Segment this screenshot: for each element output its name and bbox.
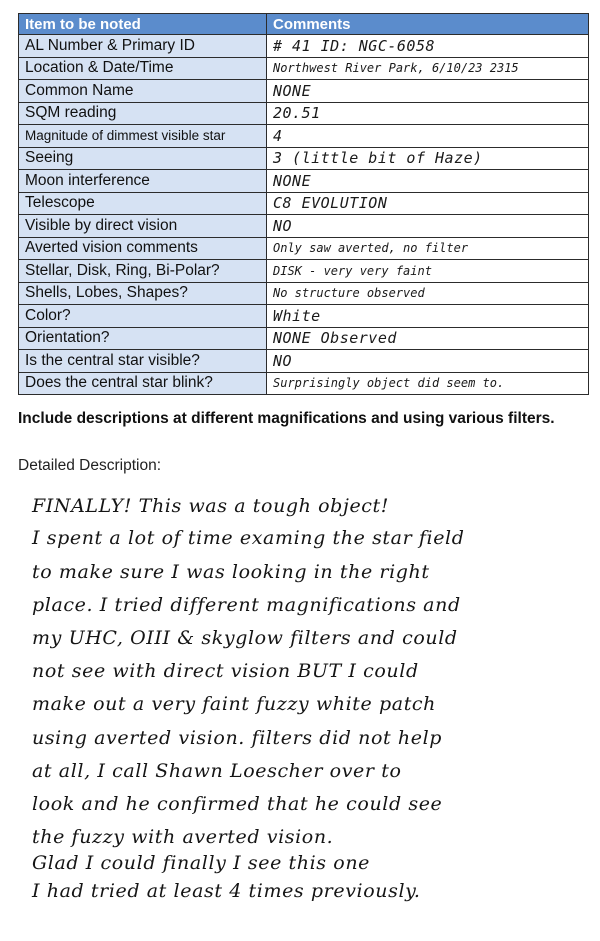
handwriting-line: I spent a lot of time examing the star field bbox=[32, 527, 465, 549]
observation-table bbox=[18, 13, 589, 395]
row-value: 4 bbox=[267, 125, 589, 148]
header-comments: Comments bbox=[267, 14, 589, 35]
row-label: AL Number & Primary ID bbox=[19, 35, 267, 58]
row-value: Surprisingly object did seem to. bbox=[267, 372, 589, 395]
row-value: 3 (little bit of Haze) bbox=[267, 147, 589, 170]
table-row bbox=[19, 282, 589, 305]
table-row bbox=[19, 147, 589, 170]
header-item: Item to be noted bbox=[19, 14, 267, 35]
row-label: Does the central star blink? bbox=[19, 372, 267, 395]
row-value: DISK - very very faint bbox=[267, 260, 589, 283]
row-label: Seeing bbox=[19, 147, 267, 170]
row-label: Averted vision comments bbox=[19, 237, 267, 260]
row-value: NONE bbox=[267, 80, 589, 103]
row-value: Only saw averted, no filter bbox=[267, 237, 589, 260]
handwriting-line: FINALLY! This was a tough object! bbox=[32, 495, 389, 517]
handwriting-line: using averted vision. filters did not help bbox=[32, 727, 443, 749]
table-row bbox=[19, 192, 589, 215]
table-row bbox=[19, 260, 589, 283]
row-label: Color? bbox=[19, 305, 267, 328]
row-value: C8 EVOLUTION bbox=[267, 192, 589, 215]
row-value: NONE bbox=[267, 170, 589, 193]
table-row bbox=[19, 350, 589, 373]
table-row bbox=[19, 35, 589, 58]
row-value: No structure observed bbox=[267, 282, 589, 305]
row-value: NO bbox=[267, 350, 589, 373]
row-value: Northwest River Park, 6/10/23 2315 bbox=[267, 57, 589, 80]
row-label: Location & Date/Time bbox=[19, 57, 267, 80]
handwriting-line: look and he confirmed that he could see bbox=[32, 793, 443, 815]
row-label: Stellar, Disk, Ring, Bi-Polar? bbox=[19, 260, 267, 283]
table-row bbox=[19, 57, 589, 80]
detailed-description-label: Detailed Description: bbox=[18, 457, 162, 474]
row-label: Moon interference bbox=[19, 170, 267, 193]
table-row bbox=[19, 80, 589, 103]
row-label: Telescope bbox=[19, 192, 267, 215]
table-row bbox=[19, 237, 589, 260]
row-label: Shells, Lobes, Shapes? bbox=[19, 282, 267, 305]
row-value: NO bbox=[267, 215, 589, 238]
table-header-row bbox=[19, 14, 589, 35]
row-label: Orientation? bbox=[19, 327, 267, 350]
handwriting-line: not see with direct vision BUT I could bbox=[32, 660, 419, 682]
row-label: SQM reading bbox=[19, 102, 267, 125]
table-row bbox=[19, 305, 589, 328]
row-value: NONE Observed bbox=[267, 327, 589, 350]
row-value: # 41 ID: NGC-6058 bbox=[267, 35, 589, 58]
handwriting-line: I had tried at least 4 times previously. bbox=[32, 880, 421, 902]
instruction-text: Include descriptions at different magnifications and using various filters. bbox=[18, 410, 555, 427]
handwriting-line: my UHC, OIII & skyglow filters and could bbox=[32, 627, 458, 649]
handwriting-line: at all, I call Shawn Loescher over to bbox=[32, 760, 402, 782]
handwriting-line: place. I tried different magnifications and bbox=[32, 594, 461, 616]
handwriting-line: Glad I could finally I see this one bbox=[32, 852, 371, 874]
row-value: 20.51 bbox=[267, 102, 589, 125]
row-value: White bbox=[267, 305, 589, 328]
handwriting-line: make out a very faint fuzzy white patch bbox=[32, 693, 437, 715]
handwriting-line: to make sure I was looking in the right bbox=[32, 561, 430, 583]
table-row bbox=[19, 170, 589, 193]
table-row bbox=[19, 102, 589, 125]
row-label: Visible by direct vision bbox=[19, 215, 267, 238]
table-row bbox=[19, 372, 589, 395]
handwriting-line: the fuzzy with averted vision. bbox=[32, 826, 334, 848]
table-row bbox=[19, 215, 589, 238]
row-label: Magnitude of dimmest visible star bbox=[19, 125, 267, 148]
row-label: Is the central star visible? bbox=[19, 350, 267, 373]
row-label: Common Name bbox=[19, 80, 267, 103]
table-row bbox=[19, 125, 589, 148]
table-row bbox=[19, 327, 589, 350]
